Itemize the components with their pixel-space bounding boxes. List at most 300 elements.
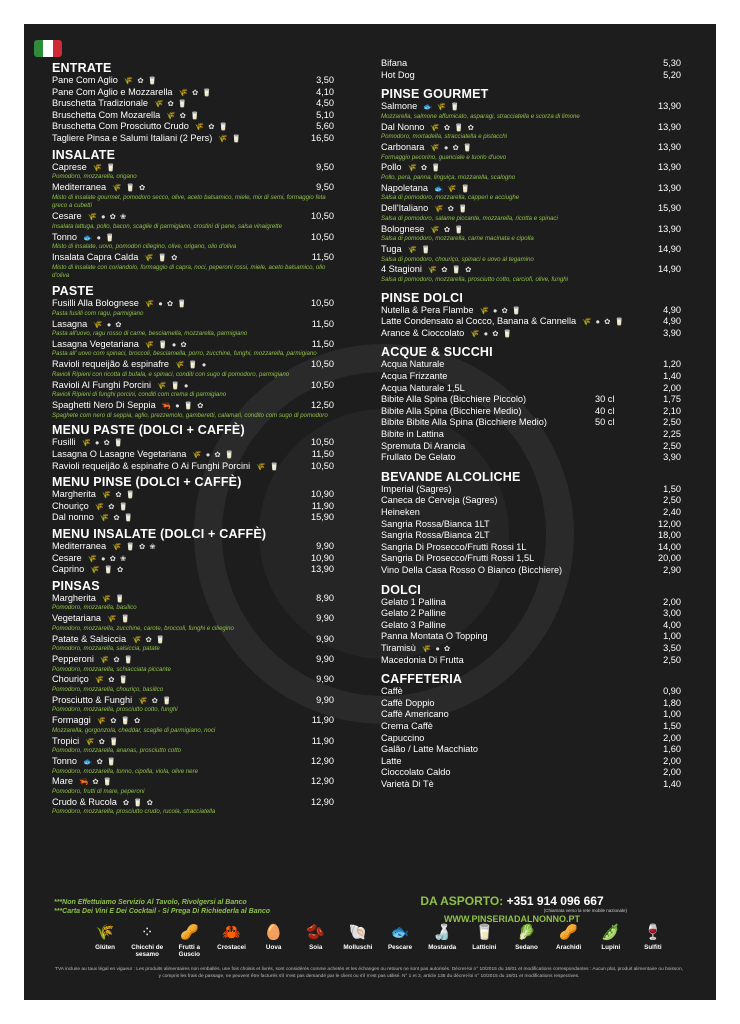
- item-description: Salsa di pomodoro, chouriço, spinaci e uovo al tegamino: [381, 255, 534, 263]
- allergen-icons: 🦐 ● 🥛 ✿: [161, 401, 205, 411]
- item-name: Margherita: [52, 489, 96, 500]
- item-name: Imperial (Sagres): [381, 483, 452, 494]
- allergen-icons: 🌾 🥛 ✿: [144, 252, 179, 262]
- allergen-icons: 🐟 ✿ 🥛: [83, 756, 118, 766]
- allergen-name: Soia: [309, 944, 323, 951]
- allergen-icons: 🌾 ● ✿ 🥛: [582, 317, 625, 327]
- item-name: Carbonara: [381, 141, 425, 152]
- menu-item: [52, 797, 334, 809]
- allergen-icons: 🌾 🥛 ● ✿: [144, 339, 188, 349]
- section-title: PINSE DOLCI: [381, 290, 464, 305]
- allergen-name: Mostarda: [428, 944, 457, 951]
- allergen-icons: 🌾 ✿ 🥛 ✿: [427, 265, 473, 275]
- menu-item: [381, 542, 681, 554]
- menu-item: [381, 643, 681, 655]
- item-description: Salsa di pomodoro, mozzarella, carne macinata e cipolla: [381, 235, 534, 243]
- item-name: Caneca de Cerveja (Sagres): [381, 495, 498, 506]
- item-name: Bruschetta Com Prosciutto Crudo: [52, 121, 189, 132]
- item-name: Caprino: [52, 564, 85, 575]
- menu-item: [52, 613, 334, 625]
- allergen-icons: 🌾 🥛: [92, 162, 117, 172]
- item-price: 1,75: [663, 394, 681, 405]
- item-price: 10,50: [311, 379, 334, 390]
- item-price: 12,90: [311, 776, 334, 787]
- item-name: Salmone: [381, 101, 418, 112]
- item-price: 2,50: [663, 495, 681, 506]
- item-name: Tagliere Pinsa e Salumi Italiani (2 Pers): [52, 132, 213, 143]
- menu-item: [52, 359, 334, 371]
- menu-item: [381, 530, 681, 542]
- footnote-table-service: ***Non Effettuiamo Servizio Al Tavolo, Rivolgersi al Banco: [54, 899, 247, 906]
- allergen-12: [548, 922, 590, 958]
- allergen-icon: 🦀: [222, 924, 241, 941]
- item-name: Vino Della Casa Rosso O Bianco (Bicchiere): [381, 564, 563, 575]
- allergen-icons: 🐟 🌾 🥛: [434, 183, 472, 193]
- item-price: 9,90: [316, 674, 334, 685]
- item-name: 4 Stagioni: [381, 264, 422, 275]
- item-name: Cesare: [52, 211, 82, 222]
- allergen-icons: 🐟 ● 🥛: [83, 232, 116, 242]
- phone-number[interactable]: +351 914 096 667: [506, 894, 604, 908]
- section-title: PINSAS: [52, 578, 100, 593]
- item-name: Ravioli Al Funghi Porcini: [52, 379, 152, 390]
- section-title: BEVANDE ALCOLICHE: [381, 469, 521, 484]
- menu-item: [381, 733, 681, 745]
- menu-item: [52, 252, 334, 264]
- menu-item: [381, 58, 681, 70]
- item-price: 5,30: [663, 58, 681, 68]
- section-title: MENU PASTE (DOLCI + CAFFÈ): [52, 423, 245, 438]
- section-title: INSALATE: [52, 147, 116, 162]
- menu-item: [381, 203, 681, 215]
- allergen-name: Latticini: [472, 944, 497, 951]
- allergen-name: Crostacei: [217, 944, 246, 951]
- allergen-icon: 🍷: [643, 924, 663, 941]
- item-price: 2,50: [663, 417, 681, 428]
- item-price: 13,90: [658, 162, 681, 173]
- menu-item: [52, 75, 334, 87]
- menu-item: [52, 736, 334, 748]
- allergen-icons: 🌾 🥛 ✿: [90, 565, 125, 575]
- item-name: Crudo & Rucola: [52, 796, 117, 807]
- item-price: 1,20: [663, 359, 681, 370]
- allergen-icons: 🌾 ✿ 🥛: [430, 224, 465, 234]
- item-name: Pane Com Aglio e Mozzarella: [52, 86, 173, 97]
- menu-item: [381, 359, 681, 371]
- item-price: 9,90: [316, 694, 334, 705]
- section-title: ACQUE & SUCCHI: [381, 345, 493, 360]
- item-name: Margherita: [52, 592, 96, 603]
- item-name: Frullato De Gelato: [381, 452, 456, 463]
- allergen-icon: 🍶: [432, 924, 452, 941]
- item-price: 1,40: [663, 371, 681, 382]
- item-name: Sangria Di Prosecco/Frutti Rossi 1L: [381, 541, 527, 552]
- allergen-icon: 🥚: [264, 924, 283, 941]
- menu-item: [381, 383, 681, 395]
- allergen-9: [421, 922, 463, 958]
- item-price: 13,90: [658, 141, 681, 152]
- item-price: 9,90: [316, 541, 334, 552]
- item-name: Heineken: [381, 507, 420, 518]
- item-description: Pomodoro, frutti di mare, peperoni: [52, 787, 145, 795]
- item-description: Pomodoro, mozzarella, prosciutto crudo, rucola, stracciatella: [52, 808, 216, 816]
- allergen-icon: 🐟: [390, 924, 410, 941]
- section-title: CAFFETERIA: [381, 672, 463, 687]
- allergen-icons: 🌾 ● ✿ ❀: [87, 553, 128, 563]
- item-price: 12,90: [311, 755, 334, 766]
- item-description: Misto di insalate, uovo, pomodori ciliegino, olive, origano, olio d'oliva: [52, 243, 237, 251]
- menu-item: [381, 686, 681, 698]
- item-name: Ravioli requeijão & espinafre O Ai Funghi Porcini: [52, 460, 251, 471]
- allergen-3: [168, 922, 210, 958]
- menu-item: [381, 553, 681, 565]
- allergen-icons: 🌾 🥛 ✿: [112, 182, 147, 192]
- allergen-6: [295, 922, 337, 958]
- item-description: Pasta all'uovo, ragu rosso di carne, besciamella, mozzarella, parmigiano: [52, 330, 248, 338]
- item-price: 14,90: [658, 243, 681, 254]
- allergen-icon: 🫘: [306, 924, 326, 941]
- menu-item: [381, 417, 681, 429]
- item-price: 13,90: [658, 101, 681, 112]
- item-price: 4,50: [316, 98, 334, 109]
- item-description: Pomodoro, mozzarella, tonno, cipolla, viola, olive nere: [52, 767, 198, 775]
- item-price: 10,90: [311, 552, 334, 563]
- item-price: 15,90: [658, 203, 681, 214]
- item-price: 10,50: [311, 231, 334, 242]
- allergen-icons: 🌾 ✿ 🥛: [94, 501, 129, 511]
- left-column: [52, 58, 334, 817]
- menu-item: [381, 565, 681, 577]
- menu-item: [381, 441, 681, 453]
- menu-item: [381, 495, 681, 507]
- allergen-name: Arachidi: [556, 944, 582, 951]
- menu-item: [381, 142, 681, 154]
- item-description: Pollo, pera, panna, linguiça, mozzarella, scalogno: [381, 173, 516, 181]
- item-name: Galão / Latte Macchiato: [381, 744, 479, 755]
- section-title: MENU INSALATE (DOLCI + CAFFÈ): [52, 527, 267, 542]
- item-price: 5,60: [316, 121, 334, 132]
- item-name: Bibite Alla Spina (Bicchiere Medio): [381, 405, 522, 416]
- item-price: 11,50: [311, 251, 334, 262]
- menu-item: [381, 406, 681, 418]
- item-size: 40 cl: [595, 405, 615, 416]
- item-name: Latte Condensato al Cocco, Banana & Cannella: [381, 316, 577, 327]
- allergen-icons: 🌾 🥛: [256, 461, 280, 471]
- item-price: 13,90: [658, 223, 681, 234]
- item-name: Panna Montata O Topping: [381, 631, 488, 642]
- menu-item: [52, 211, 334, 223]
- menu-item: [381, 305, 681, 317]
- phone-note: (Chiamata verso la rete mobile nazionale): [543, 908, 627, 913]
- item-price: 8,90: [316, 592, 334, 603]
- item-description: Misto di insalate con coriandolo, formaggio di capra, noci, peperoni rossi, miele, aceto balsamico, olio d'oliva: [52, 263, 326, 280]
- item-price: 20,00: [658, 553, 681, 564]
- item-name: Bolognese: [381, 223, 425, 234]
- allergen-icon: 🌾: [95, 924, 115, 941]
- item-name: Patate & Salsiccia: [52, 633, 127, 644]
- allergen-icons: 🌾 ● ✿ 🥛: [479, 305, 523, 315]
- item-price: 5,20: [663, 69, 681, 80]
- menu-item: [381, 597, 681, 609]
- item-price: 15,90: [311, 512, 334, 523]
- item-price: 10,50: [311, 460, 334, 471]
- item-name: Spremuta Di Arancia: [381, 440, 466, 451]
- allergen-icons: 🌾 ● ✿ 🥛: [81, 438, 125, 448]
- item-description: Pomodoro, mozzarella, schiacciata piccante: [52, 665, 171, 673]
- item-price: 4,10: [316, 86, 334, 97]
- allergen-name: Frutti a Guscio: [178, 944, 201, 959]
- menu-item: [381, 507, 681, 519]
- item-name: Crema Caffè: [381, 720, 433, 731]
- item-name: Napoletana: [381, 182, 428, 193]
- menu-item: [52, 298, 334, 310]
- item-price: 2,25: [663, 429, 681, 440]
- item-price: 9,50: [316, 181, 334, 192]
- menu-item: [381, 655, 681, 667]
- website-link[interactable]: WWW.PINSERIADALNONNO.PT: [444, 914, 580, 924]
- item-price: 13,90: [658, 182, 681, 193]
- item-name: Bruschetta Com Mozarella: [52, 109, 161, 120]
- allergen-icons: 🌾 ✿ 🥛 ✿: [96, 716, 142, 726]
- allergen-icons: 🌾 ✿ 🥛: [407, 163, 442, 173]
- item-price: 11,90: [311, 735, 334, 746]
- menu-item: [381, 484, 681, 496]
- allergen-name: Sulfiti: [644, 944, 662, 951]
- item-price: 2,50: [663, 654, 681, 665]
- item-name: Spaghetti Nero Di Seppia: [52, 400, 156, 411]
- menu-item: [52, 674, 334, 686]
- menu-item: [52, 87, 334, 99]
- allergen-11: [505, 922, 547, 958]
- allergen-icon: 🥜: [180, 924, 199, 941]
- item-price: 1,00: [663, 631, 681, 642]
- allergen-icon: 🥛: [474, 924, 494, 941]
- allergen-icons: 🌾 ● ✿ ❀: [87, 212, 128, 222]
- allergen-icons: 🦐 ✿ 🥛: [78, 777, 114, 787]
- item-name: Formaggi: [52, 715, 91, 726]
- item-price: 11,90: [311, 715, 334, 726]
- item-description: Spaghete com nero di seppia, aglio, prezzemolo, gamberetti, calamari, condito com sugo di pomodoro: [52, 411, 328, 419]
- menu-item: [52, 593, 334, 605]
- item-description: Pomodoro, mortadella, stracciatella e pistacchi: [381, 133, 507, 141]
- item-name: Sangria Rossa/Bianca 1LT: [381, 518, 490, 529]
- footnote-wine-list: ***Carta Dei Vini E Dei Cocktail - Si Prega Di Richiederla al Banco: [54, 908, 271, 915]
- item-price: 12,90: [311, 796, 334, 807]
- item-price: 11,90: [311, 500, 334, 511]
- item-name: Dal nonno: [52, 512, 94, 523]
- item-name: Tropici: [52, 735, 80, 746]
- item-price: 9,90: [316, 613, 334, 624]
- item-price: 13,90: [658, 121, 681, 132]
- allergen-name: Chicchi de sesamo: [131, 944, 164, 959]
- item-price: 1,50: [663, 483, 681, 494]
- menu-item: [52, 715, 334, 727]
- item-price: 2,00: [663, 596, 681, 607]
- menu-item: [52, 634, 334, 646]
- menu-item: [52, 756, 334, 768]
- item-price: 9,50: [316, 161, 334, 172]
- allergen-icons: 🌾 🥛: [218, 133, 243, 143]
- item-description: Ravioli Ripieni di funghi porcini, conditi com crema di parmigiano: [52, 391, 227, 399]
- item-price: 3,90: [663, 327, 681, 338]
- menu-item: [52, 339, 334, 351]
- item-price: 1,60: [663, 744, 681, 755]
- allergen-icon: 🐚: [348, 924, 368, 941]
- menu-item: [381, 452, 681, 464]
- menu-item: [381, 429, 681, 441]
- item-description: Salsa di pomodoro, mozzarella, prosciutto cotto, carciofi, olive, funghi: [381, 275, 568, 283]
- item-name: Bibite Bibite Alla Spina (Bicchiere Medio): [381, 417, 547, 428]
- menu-item: [52, 182, 334, 194]
- item-price: 18,00: [658, 530, 681, 541]
- menu-item: [381, 244, 681, 256]
- item-description: Pomodoro, mozzarella, ananas, prosciutto cotto: [52, 747, 182, 755]
- menu-item: [381, 328, 681, 340]
- item-price: 16,50: [311, 132, 334, 143]
- item-description: Pomodoro, mozzarella, salsiccia, patate: [52, 645, 160, 653]
- item-price: 5,10: [316, 109, 334, 120]
- menu-item: [52, 162, 334, 174]
- section-title: PASTE: [52, 284, 94, 299]
- allergen-icons: 🐟 🌾 🥛: [423, 102, 461, 112]
- item-description: Pasta all' uovo com spinaci, broccoli, besciamella, porro, zucchine, funghi, mozzarella, parmigiano: [52, 350, 317, 358]
- menu-item: [52, 776, 334, 788]
- section-title: ENTRATE: [52, 61, 112, 75]
- allergen-icons: 🌾 ● ✿ 🥛: [470, 328, 513, 338]
- item-price: 3,50: [316, 75, 334, 85]
- menu-item: [52, 98, 334, 110]
- item-description: Insalata lattuga, pollo, bacon, scaglie di parmigiano, crostini di pane, salsa vinaigrette: [52, 222, 283, 230]
- allergen-icons: 🌾 🥛 ●: [174, 360, 208, 370]
- allergen-icons: 🌾 🥛 ✿ ❀: [112, 542, 157, 552]
- allergen-1: [84, 922, 126, 958]
- item-price: 14,90: [658, 264, 681, 275]
- allergen-icons: 🌾 ✿ 🥛: [154, 99, 189, 109]
- allergen-icons: 🌾 ● ✿: [421, 643, 452, 653]
- menu-item: [381, 519, 681, 531]
- menu-item: [381, 224, 681, 236]
- item-description: Ravioli Ripieni con ricotta di bufala, e spinaci, conditi con sugo di pomodoro, parmigiano: [52, 370, 290, 378]
- item-name: Tonno: [52, 231, 78, 242]
- allergen-4: [210, 922, 252, 958]
- item-name: Latte: [381, 755, 402, 766]
- item-name: Mediterranea: [52, 181, 107, 192]
- item-price: 11,50: [311, 449, 334, 460]
- allergen-legend: [84, 922, 674, 958]
- item-price: 1,40: [663, 778, 681, 789]
- allergen-10: [463, 922, 505, 958]
- section-title: PINSE GOURMET: [381, 87, 489, 102]
- allergen-7: [337, 922, 379, 958]
- allergen-icons: 🌾 ✿ 🥛: [101, 490, 137, 500]
- item-price: 4,90: [663, 316, 681, 327]
- allergen-icons: 🌾 ✿ 🥛: [132, 634, 167, 644]
- item-price: 10,50: [311, 359, 334, 370]
- allergen-icons: 🌾 ✿ 🥛: [123, 76, 159, 85]
- item-name: Mediterranea: [52, 541, 107, 552]
- allergen-name: Sedano: [515, 944, 538, 951]
- item-name: Gelato 2 Palline: [381, 608, 446, 619]
- item-price: 2,10: [663, 405, 681, 416]
- allergen-icons: 🌾 ● ✿ 🥛: [192, 450, 236, 460]
- item-name: Cesare: [52, 552, 82, 563]
- menu-item: [381, 709, 681, 721]
- menu-item: [381, 744, 681, 756]
- menu-item: [52, 380, 334, 392]
- item-name: Fusilli: [52, 437, 76, 448]
- item-name: Pollo: [381, 162, 402, 173]
- item-name: Sangria Rossa/Bianca 2LT: [381, 530, 490, 541]
- menu-item: [52, 553, 334, 565]
- item-name: Vegetariana: [52, 613, 102, 624]
- item-description: Pomodoro, mozzarella, basilico: [52, 604, 137, 612]
- item-name: Lasagna: [52, 318, 88, 329]
- menu-item: [381, 162, 681, 174]
- item-name: Chouriço: [52, 674, 89, 685]
- contact-block: [397, 894, 627, 924]
- item-description: Misto di insalate gourmet, pomodoro secco, olive, aceto balsamico, miele, mix di semi, formaggio feta greco a cubetti: [52, 193, 326, 210]
- item-name: Ravioli requeijão & espinafre: [52, 359, 169, 370]
- allergen-icons: 🌾 🥛: [101, 593, 126, 603]
- menu-item: [381, 721, 681, 733]
- allergen-icons: 🌾 ✿ 🥛: [434, 204, 469, 214]
- item-size: 30 cl: [595, 394, 615, 405]
- menu-item: [381, 698, 681, 710]
- menu-item: [52, 489, 334, 501]
- allergen-icons: 🌾 ✿ 🥛: [178, 87, 213, 97]
- allergen-name: Uova: [265, 944, 282, 951]
- allergen-2: [126, 922, 168, 958]
- item-name: Capuccino: [381, 732, 425, 743]
- item-name: Tiramisù: [381, 642, 416, 653]
- allergen-name: Molluschi: [343, 944, 373, 951]
- item-size: 50 cl: [595, 417, 615, 428]
- allergen-icons: 🌾 ✿ 🥛: [194, 122, 229, 132]
- item-description: Pomodoro, mozzarella, prosciutto cotto, funghi: [52, 706, 178, 714]
- menu-item: [381, 183, 681, 195]
- item-price: 12,50: [311, 400, 334, 411]
- item-price: 2,90: [663, 564, 681, 575]
- right-column: [381, 58, 681, 790]
- item-name: Dal Nonno: [381, 121, 425, 132]
- allergen-icons: ✿ 🥛 ✿: [122, 797, 154, 807]
- item-name: Bibite Alla Spina (Bicchiere Piccolo): [381, 394, 527, 405]
- item-name: Varietà Di Tè: [381, 778, 434, 789]
- item-price: 2,40: [663, 507, 681, 518]
- item-name: Acqua Naturale: [381, 359, 445, 370]
- menu-item: [52, 501, 334, 513]
- item-description: Pasta fusilli com ragu, parmigiano: [52, 309, 144, 317]
- item-name: Tuga: [381, 243, 402, 254]
- menu-item: [52, 654, 334, 666]
- item-price: 10,50: [311, 211, 334, 222]
- item-name: Bibite in Lattina: [381, 429, 444, 440]
- item-price: 4,90: [663, 304, 681, 315]
- item-price: 11,50: [311, 318, 334, 329]
- item-price: 2,00: [663, 755, 681, 766]
- menu-item: [52, 541, 334, 553]
- item-name: Insalata Capra Calda: [52, 251, 139, 262]
- menu-item: [381, 70, 681, 82]
- item-price: 0,90: [663, 686, 681, 697]
- menu-item: [381, 101, 681, 113]
- allergen-icons: 🌾 ✿ 🥛 ✿: [430, 122, 475, 132]
- item-price: 11,50: [311, 338, 334, 349]
- allergen-icons: 🌾 🥛: [107, 614, 131, 624]
- footnotes: [54, 898, 270, 916]
- allergen-icons: 🌾 🥛 ●: [157, 380, 190, 390]
- allergen-icons: 🌾 🥛: [407, 244, 432, 254]
